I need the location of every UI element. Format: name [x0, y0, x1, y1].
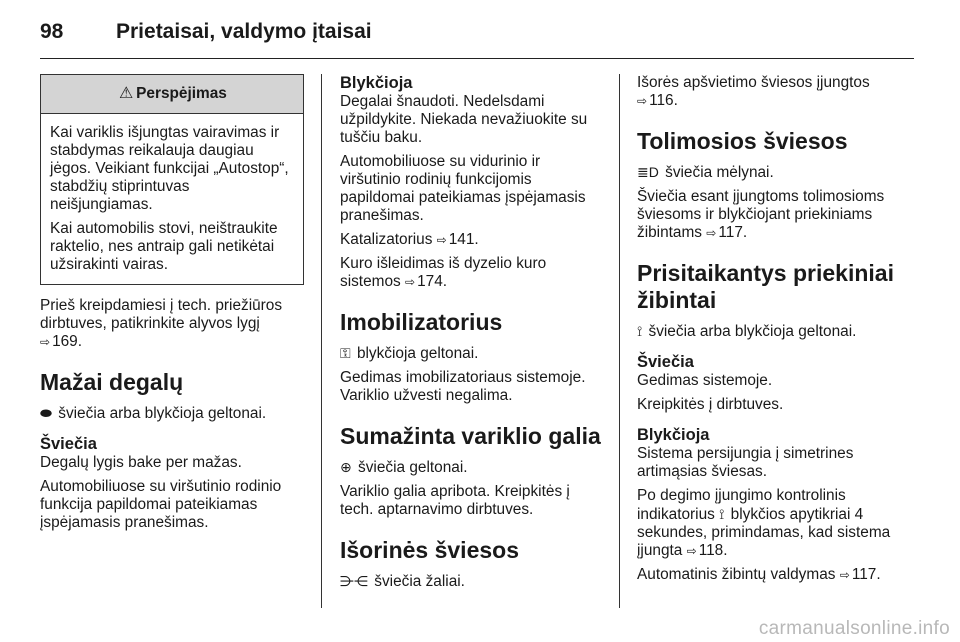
warning-paragraph-1: Kai variklis išjungtas vairavimas ir stabdymas reikalauja daugiau jėgos. Veikiant funkcijai „Autostop“, stabdžių stiprintuvas neišjungiamas.	[50, 124, 289, 213]
immobilizer-line-text: blykčioja geltonai.	[356, 345, 479, 362]
catalyst-ref-paragraph	[340, 231, 604, 249]
immobilizer-paragraph: Gedimas imobilizatoriaus sistemoje. Variklio užvesti negalima.	[340, 369, 586, 404]
fuel-indicator-icon: ⬬	[40, 405, 52, 421]
page-title: Prietaisai, valdymo įtaisai	[116, 20, 372, 43]
exterior-lights-ref-text: Išorės apšvietimo šviesos įjungtos	[637, 74, 870, 91]
low-fuel-blink-subheading: Blykčioja	[340, 74, 413, 92]
adaptive-blink-p2-text-b: blykčios apytikriai 4 sekundes, primindamas, kad sistema įjungta	[637, 506, 891, 559]
reduced-power-heading: Sumažinta variklio galia	[340, 423, 601, 449]
fuel-bleed-ref-paragraph	[340, 255, 604, 291]
adaptive-blink-p2-ref: 118.	[698, 542, 728, 559]
low-fuel-lit-paragraph-2: Automobiliuose su viršutinio rodinio funkcija papildomai pateikiamas įspėjamasis pranešimas.	[40, 478, 282, 531]
page-header	[40, 14, 372, 50]
column-divider-2	[619, 74, 620, 608]
exterior-lights-line-text: šviečia žaliai.	[374, 573, 465, 590]
column-1	[40, 74, 304, 538]
exterior-lights-line	[340, 572, 604, 591]
immobilizer-line	[340, 344, 604, 363]
exterior-light-icon: ⋺⋲	[340, 573, 368, 589]
adaptive-blink-subheading: Blykčioja	[637, 426, 710, 444]
page-ref-arrow-icon: ⇨	[405, 275, 416, 289]
fuel-bleed-ref: 174.	[417, 273, 448, 290]
adaptive-headlight-icon: ⟟	[637, 323, 643, 339]
auto-light-control-text: Automatinis žibintų valdymas	[637, 566, 836, 583]
page-ref-arrow-icon: ⇨	[839, 568, 850, 582]
header-rule	[40, 58, 914, 59]
reduced-power-line-text: šviečia geltonai.	[358, 459, 468, 476]
column-divider-1	[321, 74, 322, 608]
low-fuel-blink-paragraph-2: Automobiliuose su vidurinio ir viršutinio rodinių funkcijomis papildomai pateikiamas įspėjamasis pranešimas.	[340, 153, 586, 224]
exterior-lights-heading: Išorinės šviesos	[340, 537, 519, 563]
warning-body	[41, 114, 303, 284]
adaptive-lit-subheading: Šviečia	[637, 353, 694, 371]
high-beam-line-text: šviečia mėlynai.	[665, 164, 774, 181]
adaptive-headlights-line	[637, 322, 909, 341]
page-ref-arrow-icon: ⇨	[686, 544, 697, 558]
adaptive-blink-paragraph-2	[637, 487, 909, 560]
catalyst-text: Katalizatorius	[340, 231, 433, 248]
column-2	[340, 74, 604, 597]
adaptive-lit-paragraph-1: Gedimas sistemoje.	[637, 372, 773, 389]
adaptive-blink-p2-text-a: Po degimo įjungimo kontrolinis indikatorius	[637, 487, 846, 523]
reduced-power-line	[340, 458, 604, 477]
high-beam-paragraph-text: Šviečia esant įjungtoms tolimosioms šviesoms ir blykčiojant priekiniams žibintams	[637, 188, 885, 241]
reduced-power-icon: ⊕	[340, 459, 352, 475]
column-3	[637, 74, 909, 590]
high-beam-icon: ≣D	[637, 164, 659, 180]
low-fuel-lit-paragraph-1: Degalų lygis bake per mažas.	[40, 454, 242, 471]
warning-header	[41, 75, 303, 114]
oil-check-paragraph	[40, 297, 304, 351]
high-beam-paragraph	[637, 188, 909, 242]
auto-light-control-paragraph	[637, 566, 909, 584]
warning-box	[40, 74, 304, 285]
page-ref-arrow-icon: ⇨	[436, 233, 447, 247]
adaptive-headlights-line-text: šviečia arba blykčioja geltonai.	[648, 323, 857, 340]
low-fuel-line	[40, 404, 304, 423]
adaptive-headlight-icon: ⟟	[719, 506, 725, 522]
exterior-lights-ref-paragraph	[637, 74, 909, 110]
watermark: carmanualsonline.info	[758, 618, 950, 639]
low-fuel-lit-subheading: Šviečia	[40, 435, 97, 453]
page-number: 98	[40, 20, 64, 43]
auto-light-control-ref: 117.	[851, 566, 881, 583]
fuel-bleed-text: Kuro išleidimas iš dyzelio kuro sistemos	[340, 255, 547, 290]
exterior-lights-ref: 116.	[649, 92, 678, 109]
low-fuel-blink-paragraph-1: Degalai šnaudoti. Nedelsdami užpildykite. Niekada nevažiuokite su tuščiu baku.	[340, 93, 588, 146]
immobilizer-heading: Imobilizatorius	[340, 309, 503, 335]
low-fuel-heading: Mažai degalų	[40, 369, 184, 395]
oil-check-text: Prieš kreipdamiesi į tech. priežiūros dirbtuves, patikrinkite alyvos lygį	[40, 297, 283, 332]
adaptive-headlights-heading: Prisitaikantys priekiniai žibintai	[637, 260, 894, 313]
page-ref-arrow-icon: ⇨	[637, 94, 648, 108]
warning-paragraph-2: Kai automobilis stovi, neištraukite raktelio, nes antraip gali netikėtai užsirakinti vairas.	[50, 220, 278, 273]
catalyst-ref: 141.	[448, 231, 479, 248]
oil-check-ref: 169.	[52, 333, 83, 350]
high-beam-ref: 117.	[718, 224, 748, 241]
adaptive-lit-paragraph-2: Kreipkitės į dirbtuves.	[637, 396, 784, 413]
high-beam-line	[637, 163, 909, 182]
warning-triangle-icon: ⚠	[118, 85, 134, 102]
page-ref-arrow-icon: ⇨	[706, 226, 717, 240]
high-beam-heading: Tolimosios šviesos	[637, 128, 848, 154]
page-ref-arrow-icon: ⇨	[40, 335, 51, 349]
immobilizer-key-icon: ⚿	[340, 345, 351, 361]
reduced-power-paragraph: Variklio galia apribota. Kreipkitės į tech. aptarnavimo dirbtuves.	[340, 483, 570, 518]
adaptive-blink-paragraph-1: Sistema persijungia į simetrines artimąsias šviesas.	[637, 445, 854, 480]
warning-title: Perspėjimas	[136, 85, 227, 102]
low-fuel-line-text: šviečia arba blykčioja geltonai.	[58, 405, 267, 422]
